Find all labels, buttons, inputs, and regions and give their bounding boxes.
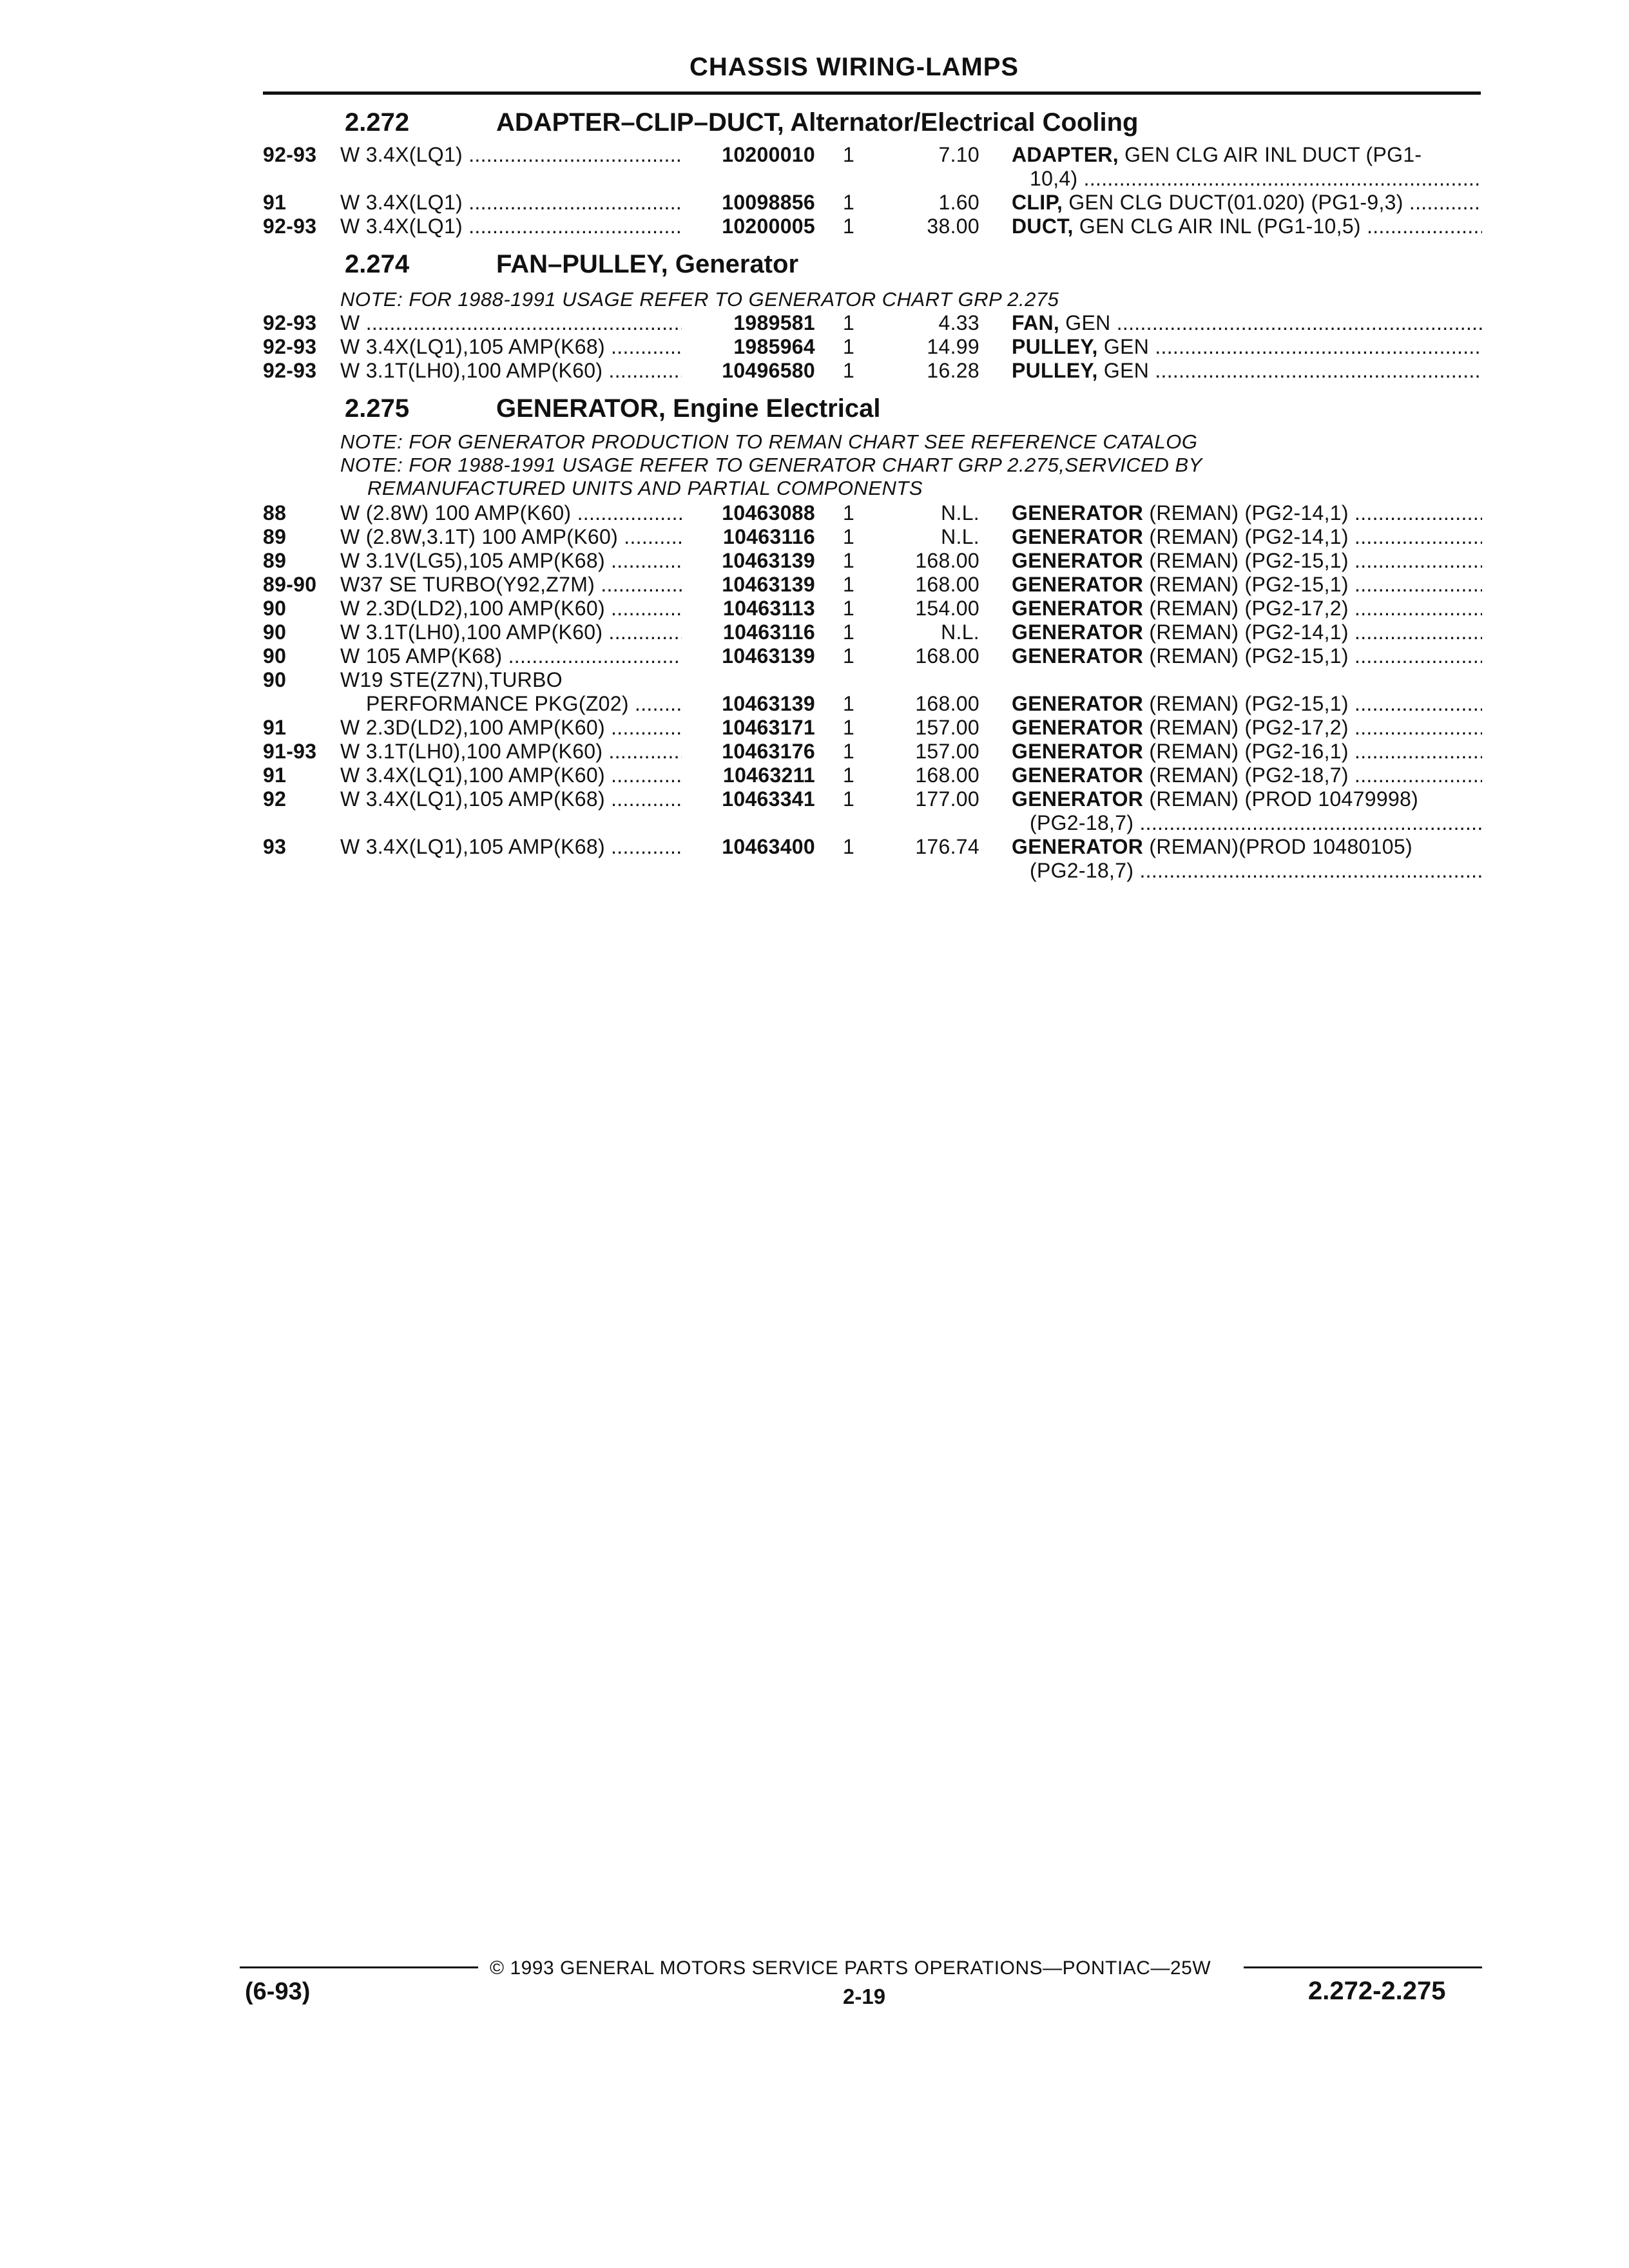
- row-price: 157.00: [915, 716, 979, 739]
- row-application: W 2.3D(LD2),100 AMP(K60) .....: [340, 597, 682, 620]
- row-application: W (2.8W,3.1T) 100 AMP(K60) .....: [340, 525, 682, 549]
- row-year: 90: [263, 620, 287, 644]
- row-price: 16.28: [927, 359, 979, 382]
- row-year: 92-93: [263, 215, 317, 238]
- row-part-number: 1985964: [733, 335, 815, 358]
- row-qty: 1: [843, 597, 855, 620]
- footer-date: (6-93): [245, 1978, 311, 2005]
- row-part-number: 10463211: [722, 764, 815, 787]
- row-application: W 3.1T(LH0),100 AMP(K60) .....: [340, 620, 682, 644]
- row-application: W 3.4X(LQ1),100 AMP(K60) .....: [340, 764, 682, 787]
- row-year: 91: [263, 716, 287, 739]
- footer-group-range: 2.272-2.275: [1308, 1977, 1446, 2005]
- header-rule: [263, 91, 1481, 95]
- row-year: 93: [263, 835, 287, 858]
- row-price: 7.10: [938, 143, 979, 166]
- row-application-cont: PERFORMANCE PKG(Z02) .....: [366, 692, 682, 716]
- section-note: REMANUFACTURED UNITS AND PARTIAL COMPONENTS: [367, 477, 923, 499]
- row-application: W 3.4X(LQ1),105 AMP(K68) .....: [340, 835, 682, 859]
- row-part-number: 10098856: [722, 191, 815, 214]
- row-year: 92-93: [263, 311, 317, 334]
- row-year: 91-93: [263, 740, 317, 763]
- row-description: GENERATOR (REMAN) (PG2-14,1) .....: [1012, 620, 1482, 644]
- row-description: ADAPTER, GEN CLG AIR INL DUCT (PG1-: [1012, 143, 1422, 166]
- row-description-cont: 10,4) .....: [1030, 167, 1482, 191]
- row-price: N.L.: [941, 620, 979, 644]
- row-price: 14.99: [927, 335, 979, 358]
- row-price: 168.00: [915, 644, 979, 668]
- row-application: W 3.1V(LG5),105 AMP(K68) .....: [340, 549, 682, 573]
- row-qty: 1: [843, 501, 855, 524]
- row-year: 92-93: [263, 335, 317, 358]
- row-description: FAN, GEN .....: [1012, 311, 1482, 335]
- row-year: 90: [263, 644, 287, 668]
- footer-page-number: 2-19: [843, 1984, 886, 2008]
- section-heading-2-275: [345, 394, 880, 423]
- row-price: 168.00: [915, 764, 979, 787]
- section-title: ADAPTER–CLIP–DUCT, Alternator/Electrical Cooling: [496, 108, 1139, 137]
- row-application: W 2.3D(LD2),100 AMP(K60) .....: [340, 716, 682, 740]
- row-application: W 3.4X(LQ1),105 AMP(K68) .....: [340, 335, 682, 359]
- row-year: 92-93: [263, 143, 317, 166]
- row-qty: 1: [843, 573, 855, 596]
- row-part-number: 10463139: [722, 644, 815, 668]
- row-application: W 3.4X(LQ1) .....: [340, 215, 682, 238]
- page-title: CHASSIS WIRING-LAMPS: [689, 53, 1019, 81]
- row-part-number: 10200005: [722, 215, 815, 238]
- row-part-number: 10463171: [722, 716, 815, 739]
- row-description: GENERATOR (REMAN) (PG2-14,1) .....: [1012, 525, 1482, 549]
- section-heading-2-272: [345, 108, 1138, 137]
- row-price: 157.00: [915, 740, 979, 763]
- row-qty: 1: [843, 787, 855, 811]
- row-description: GENERATOR (REMAN) (PG2-17,2) .....: [1012, 716, 1482, 740]
- row-application: W .....: [340, 311, 682, 335]
- row-description: PULLEY, GEN .....: [1012, 335, 1482, 359]
- row-qty: 1: [843, 692, 855, 715]
- section-note: NOTE: FOR 1988-1991 USAGE REFER TO GENERATOR CHART GRP 2.275: [340, 288, 1059, 311]
- row-description: GENERATOR (REMAN) (PROD 10479998): [1012, 787, 1419, 811]
- row-description: DUCT, GEN CLG AIR INL (PG1-10,5) .....: [1012, 215, 1482, 238]
- row-year: 88: [263, 501, 287, 524]
- row-qty: 1: [843, 525, 855, 548]
- row-part-number: 10463113: [722, 597, 815, 620]
- row-qty: 1: [843, 644, 855, 668]
- row-price: 38.00: [927, 215, 979, 238]
- row-description: GENERATOR (REMAN) (PG2-18,7) .....: [1012, 764, 1482, 787]
- row-description: GENERATOR (REMAN) (PG2-15,1) .....: [1012, 644, 1482, 668]
- row-application: W 3.1T(LH0),100 AMP(K60) .....: [340, 359, 682, 383]
- row-qty: 1: [843, 549, 855, 572]
- row-description-cont: (PG2-18,7) .....: [1030, 859, 1482, 883]
- section-number: 2.272: [345, 108, 410, 137]
- row-price: 177.00: [915, 787, 979, 811]
- row-description: GENERATOR (REMAN) (PG2-15,1) .....: [1012, 692, 1482, 716]
- row-qty: 1: [843, 740, 855, 763]
- row-year: 90: [263, 597, 287, 620]
- row-application: W 3.4X(LQ1) .....: [340, 143, 682, 167]
- row-qty: 1: [843, 716, 855, 739]
- section-number: 2.275: [345, 394, 410, 423]
- row-application: W 3.4X(LQ1) .....: [340, 191, 682, 215]
- row-part-number: 10463400: [722, 835, 815, 858]
- row-part-number: 10463341: [722, 787, 815, 811]
- row-description: GENERATOR (REMAN) (PG2-14,1) .....: [1012, 501, 1482, 525]
- row-application: W37 SE TURBO(Y92,Z7M) .....: [340, 573, 682, 597]
- row-part-number: 10463116: [722, 525, 815, 548]
- row-description: CLIP, GEN CLG DUCT(01.020) (PG1-9,3) .....: [1012, 191, 1482, 215]
- footer-copyright: © 1993 GENERAL MOTORS SERVICE PARTS OPERATIONS—PONTIAC—25W: [490, 1957, 1211, 1979]
- row-year: 91: [263, 764, 287, 787]
- row-qty: 1: [843, 335, 855, 358]
- row-part-number: 10463139: [722, 549, 815, 572]
- row-qty: 1: [843, 215, 855, 238]
- row-qty: 1: [843, 764, 855, 787]
- row-price: 1.60: [938, 191, 979, 214]
- row-application: W19 STE(Z7N),TURBO: [340, 668, 563, 691]
- row-year: 89-90: [263, 573, 317, 596]
- row-description: PULLEY, GEN .....: [1012, 359, 1482, 383]
- section-note: NOTE: FOR GENERATOR PRODUCTION TO REMAN CHART SEE REFERENCE CATALOG: [340, 430, 1198, 453]
- row-price: 4.33: [938, 311, 979, 334]
- row-part-number: 10463176: [722, 740, 815, 763]
- row-application: W (2.8W) 100 AMP(K60) .....: [340, 501, 682, 525]
- row-year: 92: [263, 787, 287, 811]
- section-heading-2-274: [345, 250, 798, 279]
- row-part-number: 1989581: [733, 311, 815, 334]
- row-application: W 3.1T(LH0),100 AMP(K60) .....: [340, 740, 682, 764]
- row-part-number: 10463139: [722, 573, 815, 596]
- row-price: 168.00: [915, 573, 979, 596]
- row-description: GENERATOR (REMAN) (PG2-17,2) .....: [1012, 597, 1482, 620]
- row-price: 168.00: [915, 549, 979, 572]
- row-price: N.L.: [941, 501, 979, 524]
- section-title: GENERATOR, Engine Electrical: [496, 394, 881, 423]
- row-price: 168.00: [915, 692, 979, 715]
- footer-rule-left: [240, 1966, 478, 1968]
- row-application: W 3.4X(LQ1),105 AMP(K68) .....: [340, 787, 682, 811]
- row-year: 92-93: [263, 359, 317, 382]
- section-title: FAN–PULLEY, Generator: [496, 250, 799, 278]
- section-note: NOTE: FOR 1988-1991 USAGE REFER TO GENERATOR CHART GRP 2.275,SERVICED BY: [340, 454, 1202, 476]
- row-description: GENERATOR (REMAN) (PG2-15,1) .....: [1012, 549, 1482, 573]
- row-description: GENERATOR (REMAN)(PROD 10480105): [1012, 835, 1412, 858]
- row-part-number: 10463088: [722, 501, 815, 524]
- row-qty: 1: [843, 835, 855, 858]
- row-qty: 1: [843, 620, 855, 644]
- row-price: 176.74: [915, 835, 979, 858]
- row-description: GENERATOR (REMAN) (PG2-15,1) .....: [1012, 573, 1482, 597]
- row-qty: 1: [843, 359, 855, 382]
- row-year: 90: [263, 668, 287, 691]
- footer-rule-right: [1244, 1966, 1482, 1968]
- row-application: W 105 AMP(K68) .....: [340, 644, 682, 668]
- row-part-number: 10463116: [722, 620, 815, 644]
- section-number: 2.274: [345, 250, 410, 278]
- row-year: 91: [263, 191, 287, 214]
- row-qty: 1: [843, 191, 855, 214]
- row-description-cont: (PG2-18,7) .....: [1030, 811, 1482, 835]
- row-qty: 1: [843, 143, 855, 166]
- row-year: 89: [263, 549, 287, 572]
- row-year: 89: [263, 525, 287, 548]
- row-qty: 1: [843, 311, 855, 334]
- row-part-number: 10496580: [722, 359, 815, 382]
- row-part-number: 10200010: [722, 143, 815, 166]
- row-price: 154.00: [915, 597, 979, 620]
- row-description: GENERATOR (REMAN) (PG2-16,1) .....: [1012, 740, 1482, 764]
- row-part-number: 10463139: [722, 692, 815, 715]
- row-price: N.L.: [941, 525, 979, 548]
